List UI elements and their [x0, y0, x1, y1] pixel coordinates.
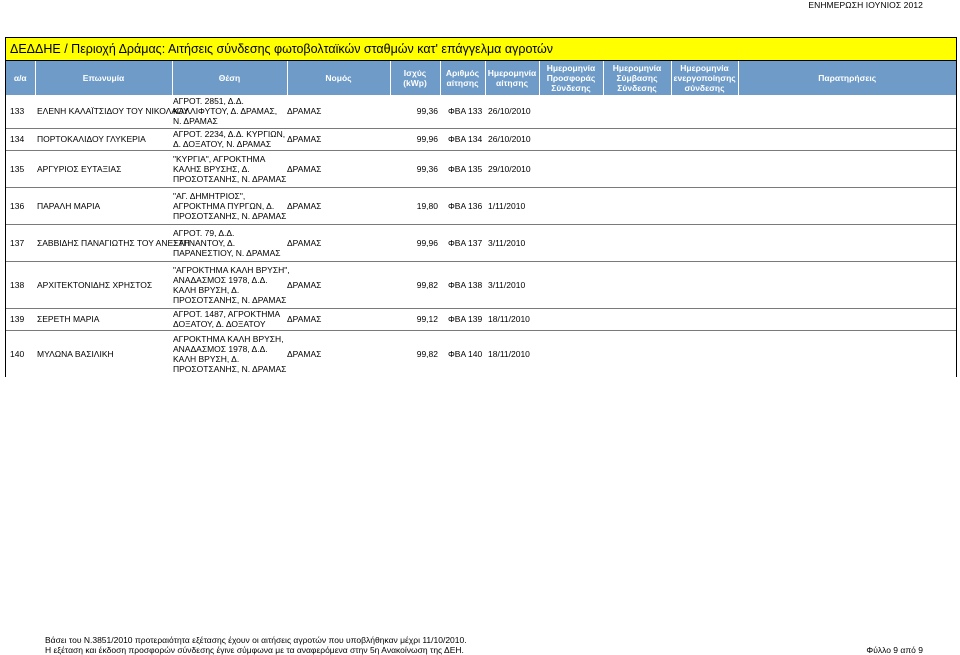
location-line: ΑΝΑΔΑΣΜΟΣ 1978, Δ.Δ.	[173, 274, 268, 285]
location-line: ΑΓΡΟΤ. 1487, ΑΓΡΟΚΤΗΜΑ	[173, 309, 281, 319]
col-header-name: Επωνυμία	[35, 61, 172, 95]
location-line: ΞΑΓΝΑΝΤΟΥ, Δ.	[173, 237, 236, 248]
cell-power: 99,12	[416, 314, 438, 324]
cell-location	[172, 330, 287, 377]
cell-remarks	[738, 150, 956, 187]
table-row	[6, 150, 956, 187]
applications-table	[6, 61, 956, 377]
table-header-row	[6, 61, 956, 95]
cell-activation-date	[671, 128, 738, 150]
cell-app-number: ΦΒΑ 138	[448, 279, 483, 290]
table-row	[6, 224, 956, 261]
cell-location	[172, 128, 287, 150]
cell-app-date: 29/10/2010	[488, 163, 531, 174]
cell-contract-date	[603, 330, 671, 377]
footer-note-1: Βάσει του Ν.3851/2010 προτεραιότητα εξέτασης έχουν οι αιτήσεις αγροτών που υποβλήθηκαν μέχρι 11/10/2010.	[45, 635, 467, 645]
col-header-contract-date: Ημερομηνία Σύμβασης Σύνδεσης	[603, 61, 671, 95]
document-frame	[5, 37, 957, 377]
cell-power: 99,36	[416, 163, 438, 174]
cell-aa: 136	[10, 200, 25, 211]
cell-contract-date	[603, 224, 671, 261]
col-header-offer-date: Ημερομηνία Προσφοράς Σύνδεσης	[539, 61, 603, 95]
location-line: ΠΑΡΑΝΕΣΤΙΟΥ, Ν. ΔΡΑΜΑΣ	[173, 247, 281, 258]
cell-app-number: ΦΒΑ 133	[448, 106, 483, 117]
cell-aa: 140	[10, 348, 25, 359]
cell-name: ΣΑΒΒΙΔΗΣ ΠΑΝΑΓΙΩΤΗΣ ΤΟΥ ΑΝΕΣΤΗ	[37, 237, 190, 248]
cell-nomos: ΔΡΑΜΑΣ	[287, 163, 322, 174]
cell-activation-date	[671, 150, 738, 187]
table-row	[6, 330, 956, 377]
page-title: ΔΕΔΔΗΕ / Περιοχή Δράμας: Αιτήσεις σύνδεσης φωτοβολταϊκών σταθμών κατ' επάγγελμα αγροτών	[6, 38, 956, 61]
cell-contract-date	[603, 261, 671, 308]
cell-nomos: ΔΡΑΜΑΣ	[287, 348, 322, 359]
cell-aa: 137	[10, 237, 25, 248]
location-line: ΚΑΛΗΣ ΒΡΥΣΗΣ, Δ.	[173, 163, 250, 174]
location-line: ΑΓΡΟΚΤΗΜΑ ΠΥΡΓΩΝ, Δ.	[173, 200, 275, 211]
cell-contract-date	[603, 187, 671, 224]
cell-contract-date	[603, 95, 671, 128]
location-line: ΠΡΟΣΟΤΣΑΝΗΣ, Ν. ΔΡΑΜΑΣ	[173, 210, 287, 221]
cell-name: ΑΡΓΥΡΙΟΣ ΕΥΤΑΞΙΑΣ	[37, 163, 122, 174]
location-line: ΑΓΡΟΤ. 79, Δ.Δ.	[173, 227, 235, 238]
location-line: ΚΑΛΗ ΒΡΥΣΗ, Δ.	[173, 353, 240, 364]
cell-offer-date	[539, 150, 603, 187]
location-line: Δ. ΔΟΞΑΤΟΥ, Ν. ΔΡΑΜΑΣ	[173, 139, 272, 149]
sheet-indicator: Φύλλο 9 από 9	[866, 645, 923, 655]
location-line: ΠΡΟΣΟΤΣΑΝΗΣ, Ν. ΔΡΑΜΑΣ	[173, 173, 287, 184]
cell-offer-date	[539, 308, 603, 330]
cell-nomos: ΔΡΑΜΑΣ	[287, 134, 322, 144]
cell-nomos: ΔΡΑΜΑΣ	[287, 200, 322, 211]
cell-app-date: 18/11/2010	[488, 314, 530, 324]
cell-app-number: ΦΒΑ 140	[448, 348, 483, 359]
cell-app-date: 26/10/2010	[488, 134, 531, 144]
location-line: ΚΑΛΛΙΦΥΤΟΥ, Δ. ΔΡΑΜΑΣ,	[173, 106, 278, 117]
cell-app-number: ΦΒΑ 135	[448, 163, 483, 174]
cell-activation-date	[671, 95, 738, 128]
cell-power: 99,96	[416, 237, 438, 248]
cell-app-date: 1/11/2010	[488, 200, 526, 211]
cell-location	[172, 261, 290, 308]
cell-activation-date	[671, 187, 738, 224]
cell-offer-date	[539, 187, 603, 224]
cell-remarks	[738, 128, 956, 150]
cell-remarks	[738, 308, 956, 330]
location-line: "ΑΓΡΟΚΤΗΜΑ ΚΑΛΗ ΒΡΥΣΗ",	[173, 264, 290, 275]
table-row	[6, 128, 956, 150]
location-line: ΑΝΑΔΑΣΜΟΣ 1978, Δ.Δ.	[173, 343, 268, 354]
location-line: "ΚΥΡΓΙΑ", ΑΓΡΟΚΤΗΜΑ	[173, 153, 266, 164]
cell-remarks	[738, 261, 956, 308]
cell-name: ΕΛΕΝΗ ΚΑΛΑΪΤΣΙΔΟΥ ΤΟΥ ΝΙΚΟΛΑΟΥ	[37, 106, 189, 117]
cell-name: ΑΡΧΙΤΕΚΤΟΝΙΔΗΣ ΧΡΗΣΤΟΣ	[37, 279, 153, 290]
cell-aa: 138	[10, 279, 25, 290]
cell-app-number: ΦΒΑ 134	[448, 134, 483, 144]
cell-offer-date	[539, 95, 603, 128]
cell-offer-date	[539, 224, 603, 261]
cell-location	[172, 308, 287, 330]
cell-name: ΠΟΡΤΟΚΑΛΙΔΟΥ ΓΛΥΚΕΡΙΑ	[37, 134, 146, 144]
location-line: "ΑΓ. ΔΗΜΗΤΡΙΟΣ",	[173, 190, 246, 201]
cell-aa: 139	[10, 314, 25, 324]
col-header-power: Ισχύς (kWp)	[390, 61, 440, 95]
location-line: ΚΑΛΗ ΒΡΥΣΗ, Δ.	[173, 284, 240, 295]
col-header-remarks: Παρατηρήσεις	[738, 61, 956, 95]
table-row	[6, 261, 956, 308]
cell-activation-date	[671, 261, 738, 308]
cell-app-date: 3/11/2010	[488, 279, 526, 290]
cell-app-number: ΦΒΑ 136	[448, 200, 483, 211]
cell-activation-date	[671, 330, 738, 377]
cell-nomos: ΔΡΑΜΑΣ	[287, 279, 322, 290]
cell-app-date: 26/10/2010	[488, 106, 531, 117]
cell-location	[172, 95, 287, 128]
cell-offer-date	[539, 330, 603, 377]
cell-name: ΠΑΡΑΛΗ ΜΑΡΙΑ	[37, 200, 101, 211]
cell-remarks	[738, 187, 956, 224]
col-header-activation-date: Ημερομηνία ενεργοποίησης σύνδεσης	[671, 61, 738, 95]
cell-location	[172, 224, 287, 261]
cell-contract-date	[603, 128, 671, 150]
cell-location	[172, 150, 287, 187]
cell-nomos: ΔΡΑΜΑΣ	[287, 106, 322, 117]
cell-app-date: 3/11/2010	[488, 237, 526, 248]
cell-aa: 134	[10, 134, 25, 144]
location-line: ΑΓΡΟΚΤΗΜΑ ΚΑΛΗ ΒΡΥΣΗ,	[173, 333, 284, 344]
cell-power: 99,82	[416, 348, 438, 359]
table-row	[6, 308, 956, 330]
location-line: ΠΡΟΣΟΤΣΑΝΗΣ, Ν. ΔΡΑΜΑΣ	[173, 294, 287, 305]
cell-nomos: ΔΡΑΜΑΣ	[287, 237, 322, 248]
cell-location	[172, 187, 287, 224]
cell-remarks	[738, 95, 956, 128]
col-header-nomos: Νομός	[287, 61, 390, 95]
col-header-app-number: Αριθμός αίτησης	[440, 61, 485, 95]
cell-power: 99,96	[416, 134, 438, 144]
cell-power: 99,82	[416, 279, 438, 290]
cell-nomos: ΔΡΑΜΑΣ	[287, 314, 322, 324]
cell-power: 99,36	[416, 106, 438, 117]
cell-app-date: 18/11/2010	[488, 348, 530, 359]
cell-app-number: ΦΒΑ 137	[448, 237, 483, 248]
location-line: ΑΓΡΟΤ. 2234, Δ.Δ. ΚΥΡΓΙΩΝ,	[173, 129, 286, 139]
update-note: ΕΝΗΜΕΡΩΣΗ ΙΟΥΝΙΟΣ 2012	[808, 0, 923, 10]
col-header-app-date: Ημερομηνία αίτησης	[485, 61, 539, 95]
cell-remarks	[738, 224, 956, 261]
cell-app-number: ΦΒΑ 139	[448, 314, 483, 324]
location-line: ΑΓΡΟΤ. 2851, Δ.Δ.	[173, 96, 244, 107]
location-line: ΔΟΞΑΤΟΥ, Δ. ΔΟΞΑΤΟΥ	[173, 319, 266, 329]
location-line: ΠΡΟΣΟΤΣΑΝΗΣ, Ν. ΔΡΑΜΑΣ	[173, 363, 287, 374]
table-row	[6, 95, 956, 128]
cell-aa: 135	[10, 163, 25, 174]
location-line: Ν. ΔΡΑΜΑΣ	[173, 116, 218, 127]
cell-name: ΜΥΛΩΝΑ ΒΑΣΙΛΙΚΗ	[37, 348, 114, 359]
cell-activation-date	[671, 224, 738, 261]
table-row	[6, 187, 956, 224]
cell-contract-date	[603, 150, 671, 187]
cell-activation-date	[671, 308, 738, 330]
col-header-location: Θέση	[172, 61, 287, 95]
footer-note-2: Η εξέταση και έκδοση προσφορών σύνδεσης έγινε σύμφωνα με τα αναφερόμενα στην 5η Ανακοίνωση της ΔΕΗ.	[45, 645, 464, 655]
col-header-aa: α/α	[6, 61, 35, 95]
cell-power: 19,80	[416, 200, 438, 211]
cell-offer-date	[539, 128, 603, 150]
cell-offer-date	[539, 261, 603, 308]
cell-aa: 133	[10, 106, 25, 117]
cell-name: ΣΕΡΕΤΗ ΜΑΡΙΑ	[37, 314, 100, 324]
cell-contract-date	[603, 308, 671, 330]
cell-remarks	[738, 330, 956, 377]
